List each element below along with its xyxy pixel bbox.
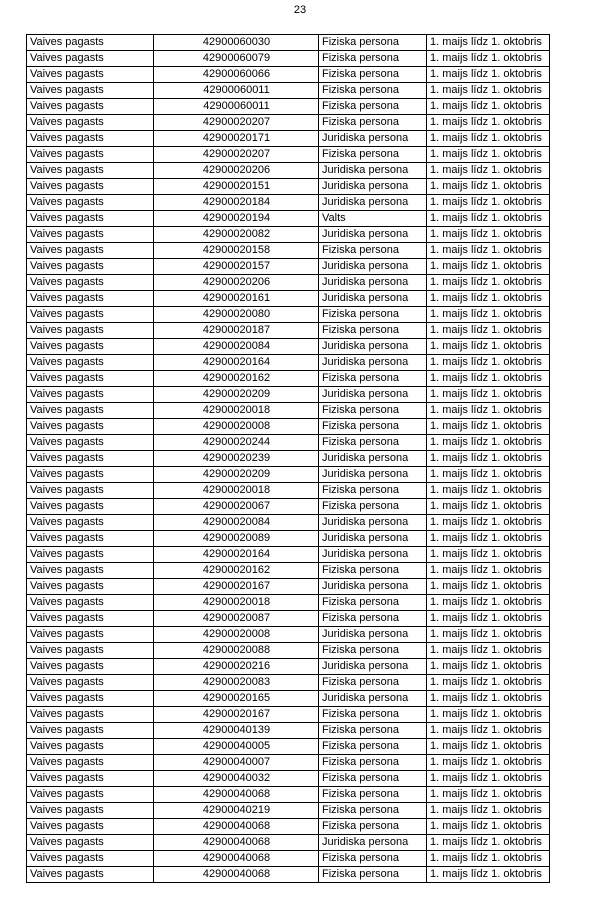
period-cell: 1. maijs līdz 1. oktobris [427,211,550,227]
period-cell: 1. maijs līdz 1. oktobris [427,323,550,339]
period-cell: 1. maijs līdz 1. oktobris [427,35,550,51]
parish-cell: Vaives pagasts [27,579,154,595]
cadastre-number-cell: 42900020018 [154,595,319,611]
parish-cell: Vaives pagasts [27,275,154,291]
cadastre-number-cell: 42900020008 [154,419,319,435]
table-row [27,563,550,579]
period-cell: 1. maijs līdz 1. oktobris [427,355,550,371]
cadastre-number-cell: 42900020207 [154,147,319,163]
parish-cell: Vaives pagasts [27,499,154,515]
owner-type-cell: Fiziska persona [319,867,427,883]
cadastre-number-cell: 42900040005 [154,739,319,755]
parish-cell: Vaives pagasts [27,515,154,531]
table-row [27,115,550,131]
period-cell: 1. maijs līdz 1. oktobris [427,435,550,451]
parish-cell: Vaives pagasts [27,835,154,851]
owner-type-cell: Juridiska persona [319,835,427,851]
parish-cell: Vaives pagasts [27,227,154,243]
period-cell: 1. maijs līdz 1. oktobris [427,755,550,771]
cadastre-number-cell: 42900020084 [154,339,319,355]
owner-type-cell: Fiziska persona [319,755,427,771]
cadastre-number-cell: 42900040219 [154,803,319,819]
period-cell: 1. maijs līdz 1. oktobris [427,467,550,483]
period-cell: 1. maijs līdz 1. oktobris [427,643,550,659]
table-row [27,339,550,355]
table-row [27,387,550,403]
period-cell: 1. maijs līdz 1. oktobris [427,227,550,243]
period-cell: 1. maijs līdz 1. oktobris [427,563,550,579]
table-row [27,243,550,259]
document-table [26,34,550,883]
table-row [27,867,550,883]
table-row [27,659,550,675]
cadastre-number-cell: 42900020244 [154,435,319,451]
cadastre-number-cell: 42900060066 [154,67,319,83]
owner-type-cell: Fiziska persona [319,707,427,723]
owner-type-cell: Fiziska persona [319,243,427,259]
parish-cell: Vaives pagasts [27,179,154,195]
owner-type-cell: Fiziska persona [319,147,427,163]
owner-type-cell: Juridiska persona [319,195,427,211]
period-cell: 1. maijs līdz 1. oktobris [427,371,550,387]
period-cell: 1. maijs līdz 1. oktobris [427,451,550,467]
cadastre-number-cell: 42900020171 [154,131,319,147]
owner-type-cell: Fiziska persona [319,739,427,755]
table-row [27,755,550,771]
owner-type-cell: Juridiska persona [319,259,427,275]
cadastre-number-cell: 42900020008 [154,627,319,643]
parish-cell: Vaives pagasts [27,419,154,435]
cadastre-number-cell: 42900020082 [154,227,319,243]
owner-type-cell: Fiziska persona [319,563,427,579]
period-cell: 1. maijs līdz 1. oktobris [427,291,550,307]
period-cell: 1. maijs līdz 1. oktobris [427,499,550,515]
table-row [27,403,550,419]
cadastre-number-cell: 42900020018 [154,483,319,499]
cadastre-number-cell: 42900020239 [154,451,319,467]
table-row [27,771,550,787]
period-cell: 1. maijs līdz 1. oktobris [427,531,550,547]
period-cell: 1. maijs līdz 1. oktobris [427,803,550,819]
owner-type-cell: Fiziska persona [319,595,427,611]
table-row [27,195,550,211]
table-row [27,547,550,563]
parish-cell: Vaives pagasts [27,243,154,259]
parish-cell: Vaives pagasts [27,867,154,883]
owner-type-cell: Fiziska persona [319,51,427,67]
cadastre-number-cell: 42900020164 [154,547,319,563]
cadastre-number-cell: 42900020207 [154,115,319,131]
parish-cell: Vaives pagasts [27,611,154,627]
parish-cell: Vaives pagasts [27,659,154,675]
period-cell: 1. maijs līdz 1. oktobris [427,691,550,707]
table-row [27,595,550,611]
parish-cell: Vaives pagasts [27,595,154,611]
cadastre-number-cell: 42900040068 [154,851,319,867]
cadastre-number-cell: 42900020087 [154,611,319,627]
cadastre-number-cell: 42900020151 [154,179,319,195]
parish-cell: Vaives pagasts [27,339,154,355]
cadastre-number-cell: 42900060011 [154,99,319,115]
table-row [27,435,550,451]
owner-type-cell: Fiziska persona [319,419,427,435]
cadastre-number-cell: 42900020206 [154,163,319,179]
period-cell: 1. maijs līdz 1. oktobris [427,195,550,211]
owner-type-cell: Juridiska persona [319,355,427,371]
cadastre-number-cell: 42900040068 [154,787,319,803]
parish-cell: Vaives pagasts [27,451,154,467]
owner-type-cell: Fiziska persona [319,787,427,803]
table-row [27,179,550,195]
table-row [27,131,550,147]
owner-type-cell: Fiziska persona [319,723,427,739]
cadastre-number-cell: 42900020088 [154,643,319,659]
parish-cell: Vaives pagasts [27,131,154,147]
owner-type-cell: Juridiska persona [319,659,427,675]
parish-cell: Vaives pagasts [27,115,154,131]
cadastre-number-cell: 42900040068 [154,819,319,835]
table-row [27,163,550,179]
table-row [27,83,550,99]
cadastre-number-cell: 42900040068 [154,867,319,883]
table-row [27,419,550,435]
cadastre-number-cell: 42900020209 [154,467,319,483]
cadastre-number-cell: 42900020067 [154,499,319,515]
owner-type-cell: Fiziska persona [319,371,427,387]
cadastre-number-cell: 42900060079 [154,51,319,67]
table-row [27,67,550,83]
cadastre-number-cell: 42900020162 [154,563,319,579]
parish-cell: Vaives pagasts [27,259,154,275]
period-cell: 1. maijs līdz 1. oktobris [427,115,550,131]
parish-cell: Vaives pagasts [27,531,154,547]
parish-cell: Vaives pagasts [27,147,154,163]
table-row [27,147,550,163]
cadastre-number-cell: 42900020167 [154,707,319,723]
owner-type-cell: Fiziska persona [319,643,427,659]
parish-cell: Vaives pagasts [27,819,154,835]
parish-cell: Vaives pagasts [27,627,154,643]
cadastre-number-cell: 42900020187 [154,323,319,339]
table-row [27,851,550,867]
period-cell: 1. maijs līdz 1. oktobris [427,275,550,291]
cadastre-number-cell: 42900020184 [154,195,319,211]
cadastre-number-cell: 42900020209 [154,387,319,403]
cadastre-number-cell: 42900020158 [154,243,319,259]
table-row [27,627,550,643]
table-row [27,483,550,499]
parish-cell: Vaives pagasts [27,387,154,403]
period-cell: 1. maijs līdz 1. oktobris [427,739,550,755]
owner-type-cell: Juridiska persona [319,339,427,355]
table-row [27,739,550,755]
parish-cell: Vaives pagasts [27,467,154,483]
period-cell: 1. maijs līdz 1. oktobris [427,131,550,147]
owner-type-cell: Fiziska persona [319,803,427,819]
parish-cell: Vaives pagasts [27,691,154,707]
owner-type-cell: Juridiska persona [319,227,427,243]
owner-type-cell: Fiziska persona [319,403,427,419]
period-cell: 1. maijs līdz 1. oktobris [427,83,550,99]
parish-cell: Vaives pagasts [27,723,154,739]
table-row [27,819,550,835]
parish-cell: Vaives pagasts [27,323,154,339]
parish-cell: Vaives pagasts [27,739,154,755]
owner-type-cell: Fiziska persona [319,115,427,131]
table-row [27,707,550,723]
parish-cell: Vaives pagasts [27,291,154,307]
period-cell: 1. maijs līdz 1. oktobris [427,787,550,803]
table-row [27,643,550,659]
cadastre-number-cell: 42900020164 [154,355,319,371]
owner-type-cell: Fiziska persona [319,851,427,867]
owner-type-cell: Fiziska persona [319,67,427,83]
period-cell: 1. maijs līdz 1. oktobris [427,179,550,195]
document-table-container [26,34,549,883]
period-cell: 1. maijs līdz 1. oktobris [427,627,550,643]
period-cell: 1. maijs līdz 1. oktobris [427,515,550,531]
owner-type-cell: Juridiska persona [319,275,427,291]
table-row [27,803,550,819]
period-cell: 1. maijs līdz 1. oktobris [427,723,550,739]
parish-cell: Vaives pagasts [27,563,154,579]
page-number: 23 [293,4,307,16]
owner-type-cell: Juridiska persona [319,691,427,707]
parish-cell: Vaives pagasts [27,403,154,419]
parish-cell: Vaives pagasts [27,51,154,67]
period-cell: 1. maijs līdz 1. oktobris [427,403,550,419]
period-cell: 1. maijs līdz 1. oktobris [427,675,550,691]
table-row [27,499,550,515]
cadastre-number-cell: 42900020080 [154,307,319,323]
parish-cell: Vaives pagasts [27,483,154,499]
period-cell: 1. maijs līdz 1. oktobris [427,51,550,67]
period-cell: 1. maijs līdz 1. oktobris [427,307,550,323]
period-cell: 1. maijs līdz 1. oktobris [427,99,550,115]
cadastre-number-cell: 42900060011 [154,83,319,99]
parish-cell: Vaives pagasts [27,787,154,803]
period-cell: 1. maijs līdz 1. oktobris [427,339,550,355]
cadastre-number-cell: 42900020083 [154,675,319,691]
parish-cell: Vaives pagasts [27,99,154,115]
period-cell: 1. maijs līdz 1. oktobris [427,259,550,275]
owner-type-cell: Juridiska persona [319,163,427,179]
period-cell: 1. maijs līdz 1. oktobris [427,867,550,883]
cadastre-number-cell: 42900020018 [154,403,319,419]
table-row [27,451,550,467]
owner-type-cell: Juridiska persona [319,179,427,195]
table-row [27,675,550,691]
owner-type-cell: Fiziska persona [319,323,427,339]
owner-type-cell: Valts [319,211,427,227]
parish-cell: Vaives pagasts [27,163,154,179]
period-cell: 1. maijs līdz 1. oktobris [427,579,550,595]
owner-type-cell: Juridiska persona [319,467,427,483]
parish-cell: Vaives pagasts [27,355,154,371]
table-row [27,291,550,307]
parish-cell: Vaives pagasts [27,851,154,867]
table-row [27,723,550,739]
table-row [27,515,550,531]
parish-cell: Vaives pagasts [27,803,154,819]
table-row [27,531,550,547]
table-row [27,51,550,67]
owner-type-cell: Juridiska persona [319,451,427,467]
owner-type-cell: Juridiska persona [319,515,427,531]
parish-cell: Vaives pagasts [27,755,154,771]
cadastre-number-cell: 42900040139 [154,723,319,739]
period-cell: 1. maijs līdz 1. oktobris [427,163,550,179]
period-cell: 1. maijs līdz 1. oktobris [427,659,550,675]
period-cell: 1. maijs līdz 1. oktobris [427,771,550,787]
period-cell: 1. maijs līdz 1. oktobris [427,547,550,563]
table-row [27,611,550,627]
period-cell: 1. maijs līdz 1. oktobris [427,243,550,259]
owner-type-cell: Fiziska persona [319,99,427,115]
owner-type-cell: Juridiska persona [319,531,427,547]
parish-cell: Vaives pagasts [27,195,154,211]
parish-cell: Vaives pagasts [27,707,154,723]
period-cell: 1. maijs līdz 1. oktobris [427,819,550,835]
table-row [27,227,550,243]
parish-cell: Vaives pagasts [27,67,154,83]
parish-cell: Vaives pagasts [27,643,154,659]
cadastre-number-cell: 42900020161 [154,291,319,307]
parish-cell: Vaives pagasts [27,371,154,387]
period-cell: 1. maijs līdz 1. oktobris [427,67,550,83]
owner-type-cell: Fiziska persona [319,83,427,99]
period-cell: 1. maijs līdz 1. oktobris [427,419,550,435]
cadastre-number-cell: 42900020216 [154,659,319,675]
owner-type-cell: Juridiska persona [319,131,427,147]
period-cell: 1. maijs līdz 1. oktobris [427,707,550,723]
period-cell: 1. maijs līdz 1. oktobris [427,611,550,627]
cadastre-number-cell: 42900020162 [154,371,319,387]
cadastre-number-cell: 42900060030 [154,35,319,51]
table-row [27,307,550,323]
table-row [27,259,550,275]
period-cell: 1. maijs līdz 1. oktobris [427,387,550,403]
cadastre-number-cell: 42900020089 [154,531,319,547]
owner-type-cell: Fiziska persona [319,675,427,691]
table-row [27,35,550,51]
owner-type-cell: Juridiska persona [319,579,427,595]
owner-type-cell: Juridiska persona [319,291,427,307]
period-cell: 1. maijs līdz 1. oktobris [427,147,550,163]
cadastre-number-cell: 42900020206 [154,275,319,291]
table-row [27,275,550,291]
parish-cell: Vaives pagasts [27,675,154,691]
table-row [27,467,550,483]
owner-type-cell: Fiziska persona [319,819,427,835]
table-row [27,835,550,851]
owner-type-cell: Fiziska persona [319,307,427,323]
cadastre-number-cell: 42900040007 [154,755,319,771]
parish-cell: Vaives pagasts [27,83,154,99]
cadastre-number-cell: 42900040068 [154,835,319,851]
owner-type-cell: Fiziska persona [319,499,427,515]
owner-type-cell: Fiziska persona [319,483,427,499]
owner-type-cell: Juridiska persona [319,627,427,643]
table-row [27,371,550,387]
cadastre-number-cell: 42900020084 [154,515,319,531]
period-cell: 1. maijs līdz 1. oktobris [427,851,550,867]
period-cell: 1. maijs līdz 1. oktobris [427,595,550,611]
cadastre-number-cell: 42900020167 [154,579,319,595]
table-row [27,787,550,803]
owner-type-cell: Fiziska persona [319,611,427,627]
period-cell: 1. maijs līdz 1. oktobris [427,483,550,499]
table-body [27,35,550,883]
cadastre-number-cell: 42900020157 [154,259,319,275]
cadastre-number-cell: 42900020194 [154,211,319,227]
parish-cell: Vaives pagasts [27,435,154,451]
table-row [27,579,550,595]
cadastre-number-cell: 42900040032 [154,771,319,787]
table-row [27,691,550,707]
parish-cell: Vaives pagasts [27,211,154,227]
owner-type-cell: Fiziska persona [319,771,427,787]
parish-cell: Vaives pagasts [27,35,154,51]
parish-cell: Vaives pagasts [27,307,154,323]
owner-type-cell: Juridiska persona [319,547,427,563]
period-cell: 1. maijs līdz 1. oktobris [427,835,550,851]
parish-cell: Vaives pagasts [27,547,154,563]
table-row [27,355,550,371]
table-row [27,211,550,227]
owner-type-cell: Fiziska persona [319,435,427,451]
table-row [27,323,550,339]
owner-type-cell: Fiziska persona [319,35,427,51]
owner-type-cell: Juridiska persona [319,387,427,403]
parish-cell: Vaives pagasts [27,771,154,787]
table-row [27,99,550,115]
cadastre-number-cell: 42900020165 [154,691,319,707]
